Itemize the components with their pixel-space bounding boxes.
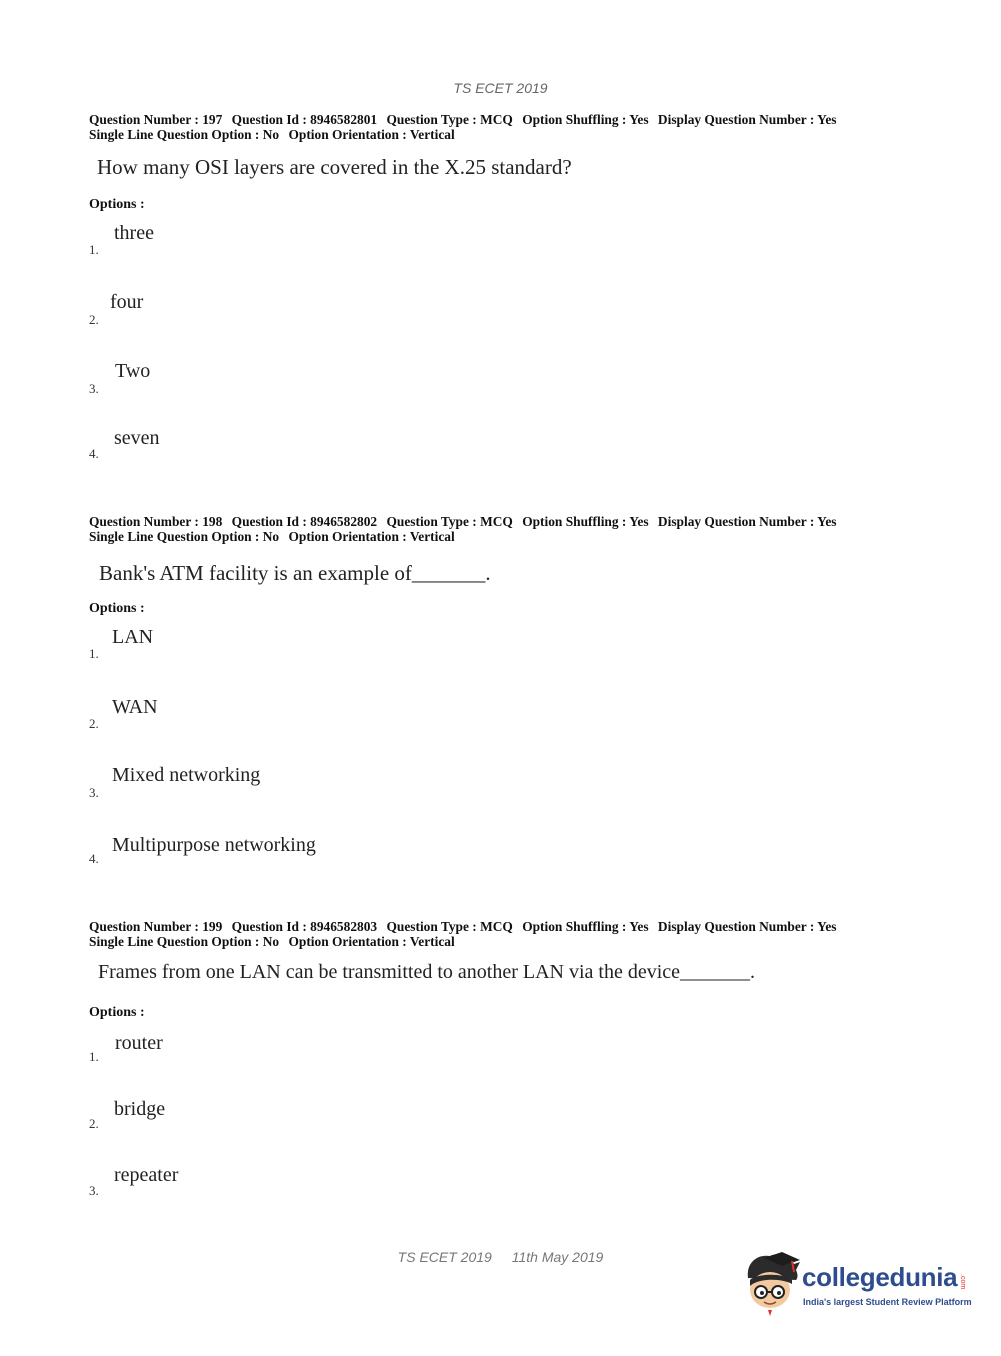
meta-line-2: Single Line Question Option : No Option Orientation : Vertical: [89, 528, 455, 544]
option-text: bridge: [114, 1098, 166, 1120]
option-text: Multipurpose networking: [112, 834, 316, 856]
options-label: Options :: [89, 601, 145, 616]
meta-line-1: Question Number : 198 Question Id : 8946582802 Question Type : MCQ Option Shuffling : Yes Display Question Number : Yes: [89, 514, 837, 529]
options-label: Options :: [89, 197, 145, 212]
logo-suffix: .com: [959, 1274, 966, 1290]
option-number: 1.: [89, 1049, 99, 1064]
option-text: LAN: [112, 626, 154, 648]
option-number: 2.: [89, 1116, 99, 1131]
question-meta: [89, 113, 919, 142]
meta-line-1: Question Number : 197 Question Id : 8946582801 Question Type : MCQ Option Shuffling : Yes Display Question Number : Yes: [89, 112, 837, 127]
option-number: 2.: [89, 312, 99, 327]
page-header-title: TS ECET 2019: [453, 80, 548, 96]
question-text: How many OSI layers are covered in the X.25 standard?: [97, 155, 572, 179]
mascot-icon: [742, 1250, 804, 1316]
option-text: four: [110, 291, 144, 313]
option-text: WAN: [112, 696, 158, 718]
question-text: Frames from one LAN can be transmitted to another LAN via the device_______.: [98, 961, 756, 983]
option-text: router: [115, 1032, 163, 1054]
option-text: seven: [114, 427, 160, 449]
footer-exam: TS ECET 2019: [397, 1249, 492, 1265]
option-number: 2.: [89, 716, 99, 731]
meta-line-1: Question Number : 199 Question Id : 8946582803 Question Type : MCQ Option Shuffling : Yes Display Question Number : Yes: [89, 919, 837, 934]
option-text: Two: [115, 360, 151, 382]
option-number: 3.: [89, 1183, 99, 1198]
footer-date: 11th May 2019: [511, 1249, 604, 1265]
option-number: 1.: [89, 646, 99, 661]
meta-line-2: Single Line Question Option : No Option Orientation : Vertical: [89, 126, 455, 142]
option-number: 3.: [89, 381, 99, 396]
options-label: Options :: [89, 1005, 145, 1020]
option-number: 4.: [89, 446, 99, 461]
option-text: repeater: [114, 1164, 179, 1186]
question-meta: [89, 515, 919, 544]
option-number: 3.: [89, 785, 99, 800]
option-number: 4.: [89, 851, 99, 866]
meta-line-2: Single Line Question Option : No Option Orientation : Vertical: [89, 933, 455, 949]
logo-name: collegedunia: [802, 1262, 958, 1292]
question-meta: [89, 920, 919, 949]
question-text: Bank's ATM facility is an example of_______.: [99, 561, 491, 585]
logo-tagline: India's largest Student Review Platform: [803, 1297, 972, 1307]
option-number: 1.: [89, 242, 99, 257]
option-text: Mixed networking: [112, 764, 261, 786]
collegedunia-logo[interactable]: [742, 1250, 972, 1316]
option-text: three: [114, 222, 154, 244]
